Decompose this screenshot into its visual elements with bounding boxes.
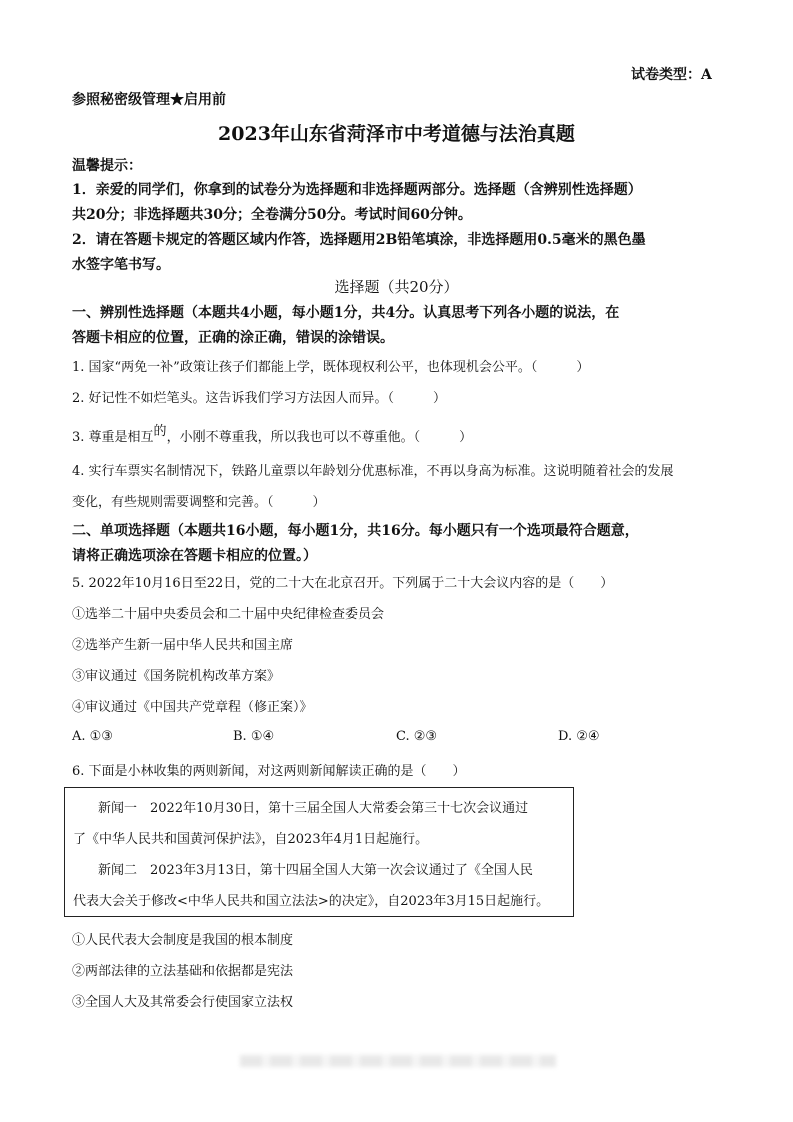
- question-5-option-a: A. ①③: [72, 729, 113, 744]
- question-6-item: ③全国人大及其常委会行使国家立法权: [72, 995, 294, 1010]
- question-3: [72, 426, 472, 445]
- news-box: [64, 787, 574, 917]
- question-4-line-2: 变化，有些规则需要调整和完善。（ ）: [72, 495, 326, 510]
- page-title: 2023年山东省菏泽市中考道德与法治真题: [218, 123, 575, 145]
- question-6: 6. 下面是小林收集的两则新闻，对这两则新闻解读正确的是（ ）: [72, 764, 466, 779]
- notice-item-2-line-1: 2．请在答题卡规定的答题区域内作答，选择题用2B铅笔填涂，非选择题用0.5毫米的黑色墨: [72, 232, 646, 248]
- question-6-item: ②两部法律的立法基础和依据都是宪法: [72, 964, 294, 979]
- notice-item-1-line-2: 共20分；非选择题共30分；全卷满分50分。考试时间60分钟。: [72, 207, 472, 223]
- part1-heading-line-2: 答题卡相应的位置，正确的涂正确，错误的涂错误。: [72, 330, 394, 346]
- question-2: 2. 好记性不如烂笔头。这告诉我们学习方法因人而异。（ ）: [72, 391, 447, 406]
- question-3-part-a: 3. 尊重是相互: [72, 430, 154, 445]
- news-1-line-2: 了《中华人民共和国黄河保护法》，自2023年4月1日起施行。: [73, 832, 429, 847]
- secrecy-label: 参照秘密级管理★启用前: [72, 92, 226, 108]
- question-5-item: ②选举产生新一届中华人民共和国主席: [72, 638, 294, 653]
- question-3-part-b: ，小刚不尊重我，所以我也可以不尊重他。（ ）: [166, 430, 473, 445]
- blurred-watermark: [240, 1055, 556, 1067]
- question-5-option-d: D. ②④: [558, 729, 600, 744]
- question-3-raised-char: 的: [153, 424, 167, 439]
- question-5-item: ③审议通过《国务院机构改革方案》: [72, 669, 281, 684]
- news-2-line-2: 代表大会关于修改<中华人民共和国立法法>的决定》，自2023年3月15日起施行。: [73, 894, 550, 909]
- part1-heading-line-1: 一、辨别性选择题（本题共4小题，每小题1分，共4分。认真思考下列各小题的说法，在: [72, 305, 620, 321]
- question-5: 5. 2022年10月16日至22日，党的二十大在北京召开。下列属于二十大会议内容的是（ ）: [72, 576, 614, 591]
- notice-item-2-line-2: 水签字笔书写。: [72, 257, 170, 273]
- news-2-line-1: 新闻二 2023年3月13日，第十四届全国人大第一次会议通过了《全国人民: [98, 863, 533, 878]
- notice-item-1-line-1: 1．亲爱的同学们，你拿到的试卷分为选择题和非选择题两部分。选择题（含辨别性选择题）: [72, 182, 642, 198]
- question-5-item: ④审议通过《中国共产党章程（修正案）》: [72, 700, 313, 715]
- question-4-line-1: 4. 实行车票实名制情况下，铁路儿童票以年龄划分优惠标准，不再以身高为标准。这说明随着社会的发展: [72, 464, 674, 479]
- question-5-option-c: C. ②③: [396, 729, 438, 744]
- question-6-item: ①人民代表大会制度是我国的根本制度: [72, 933, 294, 948]
- notice-heading: 温馨提示：: [72, 158, 142, 174]
- news-1-line-1: 新闻一 2022年10月30日，第十三届全国人大常委会第三十七次会议通过: [98, 801, 529, 816]
- section-heading-choice: 选择题（共20分）: [334, 278, 459, 296]
- part2-heading-line-1: 二、单项选择题（本题共16小题，每小题1分，共16分。每小题只有一个选项最符合题意，: [72, 523, 639, 539]
- question-5-option-b: B. ①④: [233, 729, 275, 744]
- part2-heading-line-2: 请将正确选项涂在答题卡相应的位置。）: [72, 548, 317, 564]
- question-1: 1. 国家“两免一补”政策让孩子们都能上学，既体现权利公平，也体现机会公平。（ ）: [72, 360, 590, 375]
- question-5-item: ①选举二十届中央委员会和二十届中央纪律检查委员会: [72, 607, 385, 622]
- paper-type-label: 试卷类型：A: [631, 67, 712, 83]
